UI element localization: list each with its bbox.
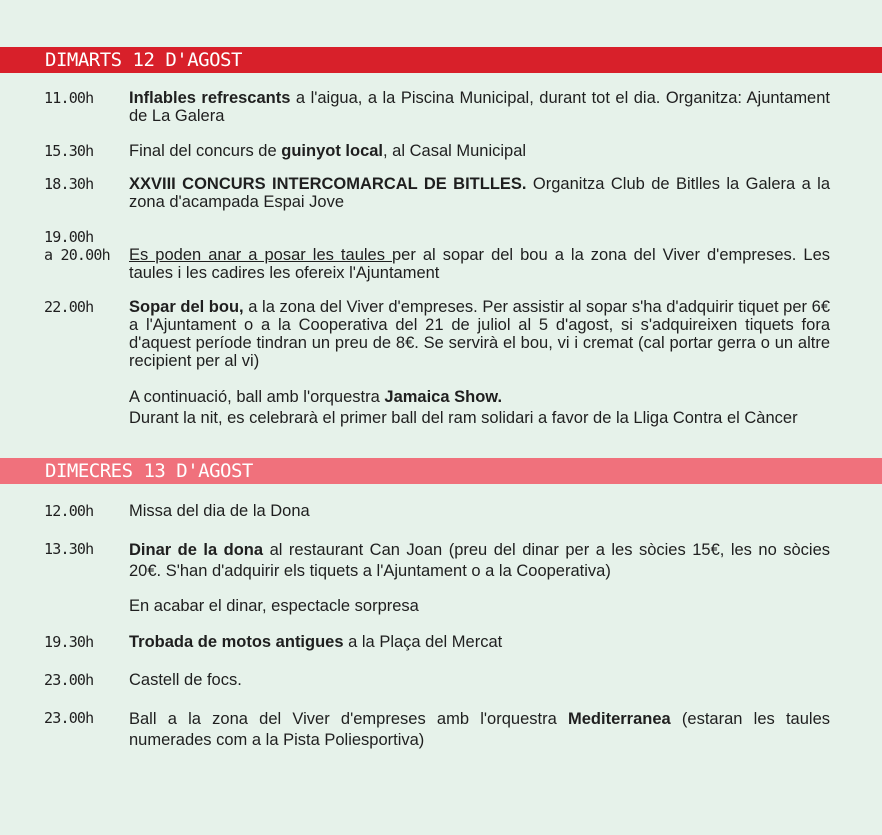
event-description: Es poden anar a posar les taules per al sopar del bou a la zona del Viver d'empreses. Les taules i les cadires les ofereix l'Ajuntament [129, 246, 830, 282]
event-description: Ball a la zona del Viver d'empreses amb l'orquestra Mediterranea (estaran les taules numerades com a la Pista Poliesportiva) [129, 710, 831, 749]
event-time-end: a 20.00h [44, 246, 110, 264]
event-time: 23.00h [44, 671, 94, 689]
orchestra-name: Jamaica Show. [384, 388, 503, 406]
event-highlight: XXVIII CONCURS INTERCOMARCAL DE BITLLES. [129, 175, 527, 193]
event-highlight: Trobada de motos antigues [129, 633, 344, 651]
event-time: 19.00h [44, 228, 94, 246]
event-time: 23.00h [44, 709, 94, 727]
event-description: Sopar del bou, a la zona del Viver d'empreses. Per assistir al sopar s'ha d'adquirir tiquet per 6€ a l'Ajuntament o a la Cooperativa del 21 de juliol al 5 d'agost, si s'adquireixen tiquets fora d'aquest període tindran un preu de 8€. Se servirà el bou, vi i cremat (cal portar gerra o un altre recipient per al vi) [129, 298, 830, 370]
day-title: DIMARTS 12 D'AGOST [45, 49, 242, 71]
event-description: Inflables refrescants a l'aigua, a la Piscina Municipal, durant tot el dia. Organitza: Ajuntament de La Galera [129, 89, 830, 125]
event-description: Dinar de la dona al restaurant Can Joan (preu del dinar per a les sòcies 15€, les no sòcies 20€. S'han d'adquirir els tiquets a l'Ajuntament o a la Cooperativa) [129, 541, 831, 580]
event-description: Missa del dia de la Dona [129, 502, 310, 520]
event-highlight: Sopar del bou, [129, 298, 244, 316]
event-time: 15.30h [44, 142, 94, 160]
event-time: 19.30h [44, 633, 94, 651]
orchestra-name: Mediterranea [567, 710, 671, 728]
event-time: 18.30h [44, 175, 94, 193]
event-description: XXVIII CONCURS INTERCOMARCAL DE BITLLES. Organitza Club de Bitlles la Galera a la zona d'acampada Espai Jove [129, 175, 830, 211]
event-highlight: Inflables refrescants [129, 89, 291, 107]
day-title: DIMECRES 13 D'AGOST [45, 460, 253, 482]
event-highlight: guinyot local [281, 142, 384, 160]
event-time: 11.00h [44, 89, 94, 107]
event-time: 22.00h [44, 298, 94, 316]
event-highlight: Dinar de la dona [129, 541, 264, 559]
day-header-wednesday [0, 458, 882, 484]
event-time: 13.30h [44, 540, 94, 558]
event-underlined: Es poden anar a posar les taules [129, 246, 392, 264]
event-description: Trobada de motos antigues a la Plaça del Mercat [129, 633, 503, 651]
event-description: Castell de focs. [129, 671, 242, 689]
event-time: 12.00h [44, 502, 94, 520]
day-header-tuesday [0, 47, 882, 73]
event-description: Final del concurs de guinyot local, al Casal Municipal [129, 142, 527, 160]
